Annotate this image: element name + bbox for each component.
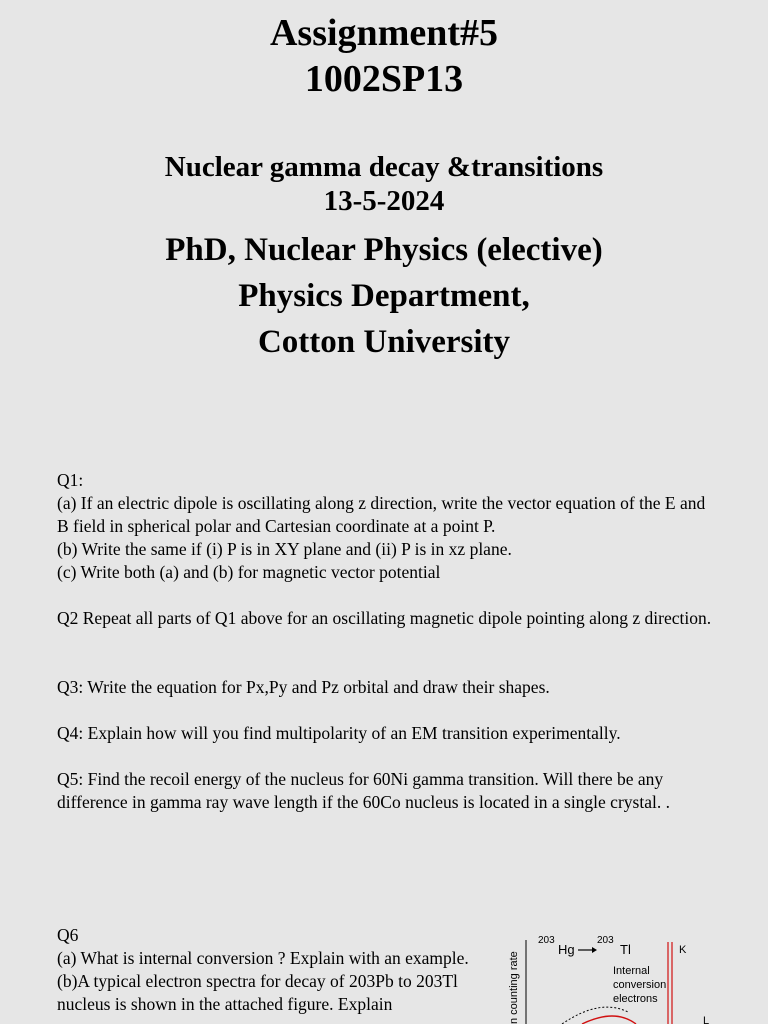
question-4: Q4: Explain how will you find multipolarity of an EM transition experimentally. [57, 723, 621, 743]
annotation-line-1: Internal [613, 965, 650, 977]
university-name: Cotton University [257, 324, 511, 360]
question-1-part-b: (b) Write the same if (i) P is in XY plane and (ii) P is in xz plane. [57, 539, 512, 559]
topic-title: Nuclear gamma decay &transitions [164, 151, 604, 183]
question-6-label: Q6 [57, 925, 79, 945]
y-axis-label: n counting rate [508, 951, 520, 1024]
question-3: Q3: Write the equation for Px,Py and Pz orbital and draw their shapes. [57, 677, 550, 697]
l-peak-label: L [703, 1015, 710, 1024]
question-1-label: Q1: [57, 470, 84, 490]
arrow-head-icon [592, 947, 597, 953]
assignment-title: Assignment#5 [269, 12, 499, 54]
program-name: PhD, Nuclear Physics (elective) [165, 232, 603, 268]
electron-spectrum-figure [500, 926, 768, 1024]
annotation-line-2: conversion [613, 979, 667, 991]
k-peak-label: K [679, 944, 687, 956]
department-name: Physics Department, [238, 278, 530, 314]
dotted-continuum-curve [562, 1007, 628, 1024]
question-6 [57, 924, 497, 1016]
question-6-part-a: (a) What is internal conversion ? Explain with an example. [57, 948, 469, 968]
hg-symbol: Hg [558, 942, 575, 957]
question-6-part-b: (b)A typical electron spectra for decay of 203Pb to 203Tl nucleus is shown in the attached figure. Explain [57, 971, 458, 1014]
tl-mass-number: 203 [597, 935, 614, 946]
spectrum-plot [500, 926, 768, 1024]
question-5: Q5: Find the recoil energy of the nucleus for 60Ni gamma transition. Will there be any difference in gamma ray wave length if the 60Co nucleus is located in a single crystal. . [57, 769, 670, 812]
annotation-line-3: electrons [613, 993, 658, 1005]
course-code: 1002SP13 [304, 58, 464, 100]
tl-symbol: Tl [620, 942, 631, 957]
question-2: Q2 Repeat all parts of Q1 above for an oscillating magnetic dipole pointing along z direction. [57, 608, 712, 628]
hg-mass-number: 203 [538, 935, 555, 946]
assignment-date: 13-5-2024 [323, 185, 445, 217]
question-1-part-c: (c) Write both (a) and (b) for magnetic vector potential [57, 562, 441, 582]
red-continuum-curve [582, 1016, 636, 1024]
question-1 [57, 469, 717, 584]
question-1-part-a: (a) If an electric dipole is oscillating along z direction, write the vector equation of the E and B field in spherical polar and Cartesian coordinate at a point P. [57, 493, 706, 536]
